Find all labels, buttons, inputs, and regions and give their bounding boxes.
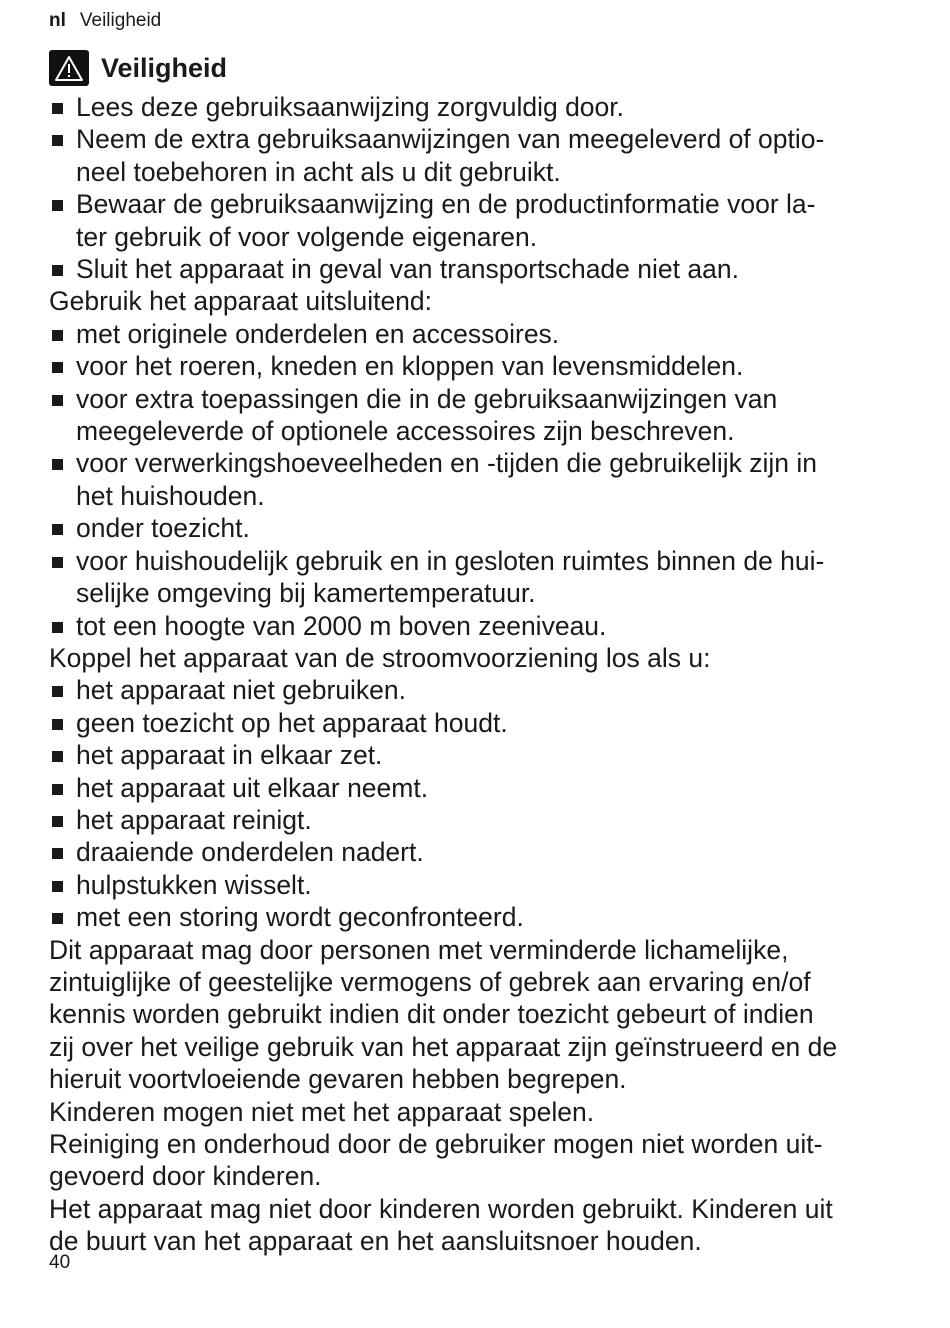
list-item: Sluit het apparaat in geval van transportschade niet aan. <box>49 253 909 285</box>
warning-triangle-icon <box>49 50 89 86</box>
disconnect-heading: Koppel het apparaat van de stroomvoorziening los als u: <box>49 642 711 673</box>
page-number: 40 <box>49 1252 71 1273</box>
list-item: Bewaar de gebruiksaanwijzing en de productinformatie voor la- ter gebruik of voor volgende eigenaren. <box>49 188 909 253</box>
list-item: met een storing wordt geconfronteerd. <box>49 901 909 933</box>
running-header <box>49 10 161 32</box>
paragraph-children-play: Kinderen mogen niet met het apparaat spelen. <box>49 1096 595 1127</box>
list-item: tot een hoogte van 2000 m boven zeeniveau. <box>49 610 909 642</box>
list-item: Lees deze gebruiksaanwijzing zorgvuldig door. <box>49 91 909 123</box>
language-code: nl <box>49 10 66 31</box>
list-item: het apparaat reinigt. <box>49 804 909 836</box>
header-section-title: Veiligheid <box>79 10 162 31</box>
intro-bullet-list <box>49 91 909 285</box>
list-item: voor extra toepassingen die in de gebruiksaanwijzingen van meegeleverde of optionele accessoires zijn beschreven. <box>49 383 909 448</box>
list-item: Neem de extra gebruiksaanwijzingen van meegeleverd of optio- neel toebehoren in acht als u dit gebruikt. <box>49 123 909 188</box>
list-item: onder toezicht. <box>49 512 909 544</box>
use-heading: Gebruik het apparaat uitsluitend: <box>49 286 433 317</box>
section-title-row <box>49 49 227 87</box>
paragraph-cleaning: Reiniging en onderhoud door de gebruiker mogen niet worden uit- gevoerd door kinderen. <box>49 1129 823 1192</box>
use-bullet-list <box>49 318 909 642</box>
safety-content <box>49 91 909 1258</box>
list-item: met originele onderdelen en accessoires. <box>49 318 909 350</box>
section-title: Veiligheid <box>101 53 228 83</box>
list-item: geen toezicht op het apparaat houdt. <box>49 707 909 739</box>
list-item: het apparaat uit elkaar neemt. <box>49 772 909 804</box>
paragraph-reduced-capabilities: Dit apparaat mag door personen met verminderde lichamelijke, zintuiglijke of geestelijke vermogens of gebrek aan ervaring en/of kennis worden gebruikt indien dit onder toezicht gebeurt of indien zij over het veilige gebruik van het apparaat zijn geïnstrueerd en de hieruit voortvloeiende gevaren hebben begrepen. <box>49 934 838 1095</box>
paragraph-children-use: Het apparaat mag niet door kinderen worden gebruikt. Kinderen uit de buurt van het apparaat en het aansluitsnoer houden. <box>49 1193 833 1257</box>
list-item: het apparaat niet gebruiken. <box>49 674 909 706</box>
list-item: voor huishoudelijk gebruik en in gesloten ruimtes binnen de hui- selijke omgeving bij kamertemperatuur. <box>49 545 909 610</box>
list-item: draaiende onderdelen nadert. <box>49 836 909 868</box>
list-item: hulpstukken wisselt. <box>49 869 909 901</box>
list-item: het apparaat in elkaar zet. <box>49 739 909 771</box>
disconnect-bullet-list <box>49 674 909 933</box>
list-item: voor verwerkingshoeveelheden en -tijden die gebruikelijk zijn in het huishouden. <box>49 447 909 512</box>
list-item: voor het roeren, kneden en kloppen van levensmiddelen. <box>49 350 909 382</box>
